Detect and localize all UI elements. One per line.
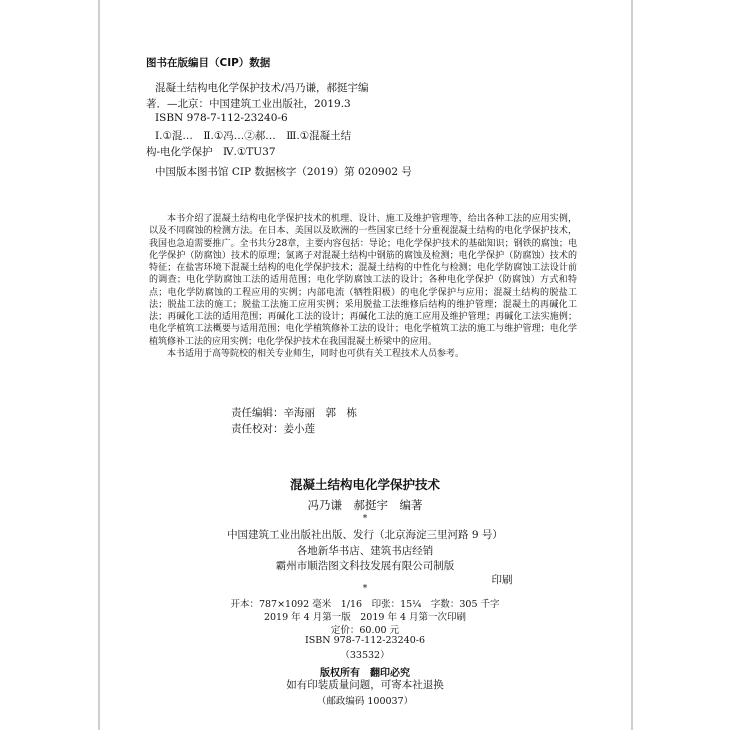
cip-title-line: 混凝土结构电化学保护技术/冯乃谦，郝挺宇编 (155, 82, 369, 94)
book-code: （33532） (340, 650, 390, 661)
page-edge-right (631, 0, 633, 730)
rights-notice: 版权所有 翻印必究 (320, 668, 410, 679)
printer-info: 霸州市顺浩图文科技发展有限公司制版 (275, 560, 455, 572)
cip-classification-line-2: 构-电化学保护 Ⅳ.①TU37 (146, 146, 276, 158)
audience-paragraph: 本书适用于高等院校的相关专业师生，同时也可供有关工程技术人员参考。 (167, 348, 465, 359)
cip-classification-line: Ⅰ.①混… Ⅱ.①冯…②郝… Ⅲ.①混凝土结 (155, 130, 352, 142)
cip-isbn-line: ISBN 978-7-112-23240-6 (155, 112, 288, 124)
responsible-proofreader: 责任校对：姜小莲 (231, 423, 315, 435)
distributor-info: 各地新华书店、建筑书店经销 (296, 545, 434, 557)
format-specs: 开本：787×1092 毫米 1/16 印张：15¼ 字数：305 千字 (230, 599, 500, 610)
edition-dates: 2019 年 4 月第一版 2019 年 4 月第一次印刷 (263, 612, 467, 623)
separator-star: * (362, 514, 368, 524)
cip-catalog-number: 中国版本图书馆 CIP 数据核字（2019）第 020902 号 (155, 166, 412, 178)
separator-star-2: * (362, 584, 368, 594)
book-summary (149, 213, 577, 360)
book-price: 定价：60.00 元 (330, 625, 400, 636)
book-title: 混凝土结构电化学保护技术 (289, 477, 440, 492)
quality-notice: 如有印装质量问题，可寄本社退换 (286, 679, 444, 691)
responsible-editor: 责任编辑：辛海丽 郭 栋 (231, 407, 357, 419)
book-authors: 冯乃谦 郝挺宇 编著 (307, 498, 423, 512)
publisher-info: 中国建筑工业出版社出版、发行（北京海淀三里河路 9 号） (227, 529, 503, 541)
postal-code: （邮政编码 100037） (316, 696, 414, 707)
cip-publisher-line: 著．—北京：中国建筑工业出版社，2019.3 (146, 98, 351, 110)
copyright-page (100, 0, 630, 730)
print-word: 印刷 (491, 574, 513, 586)
book-isbn: ISBN 978-7-112-23240-6 (305, 635, 425, 646)
summary-paragraph: 本书介绍了混凝土结构电化学保护技术的机理、设计、施工及维护管理等，给出各种工法的应用实例，以及不同腐蚀的检测方法。在日本、美国以及欧洲的一些国家已经十分重视混凝土结构的电化学保护技术，我国也急迫需要推广。全书共分28章，主要内容包括：导论；电化学保护技术的基础知识；钢铁的腐蚀；电化学保护（防腐蚀）技术的原理；氯离子对混凝土结构中钢筋的腐蚀及检测；电化学保护（防腐蚀）技术的特征；在盐害环境下混凝土结构的电化学保护技术；混凝土结构的中性化与检测；电化学防腐蚀工法设计前的调查；电化学防腐蚀工法的适用范围；电化学防腐蚀工法的设计；各种电化学保护（防腐蚀）方式和特点；电化学防腐蚀的工程应用的实例；内部电流（牺牲阳极）的电化学保护与应用；混凝土结构的脱盐工法；脱盐工法的施工；脱盐工法施工应用实例；采用脱盐工法维修后结构的维护管理；混凝土的再碱化工法；再碱化工法的适用范围；再碱化工法的设计；再碱化工法的施工应用及维护管理；再碱化工法实施例；电化学植筑工法概要与适用范围；电化学植筑修补工法的设计；电化学植筑工法的施工与维护管理；电化学植筑修补工法的应用实例；电化学保护技术在我国混凝土桥梁中的应用。 (149, 214, 577, 347)
cip-heading: 图书在版编目（CIP）数据 (146, 57, 271, 69)
